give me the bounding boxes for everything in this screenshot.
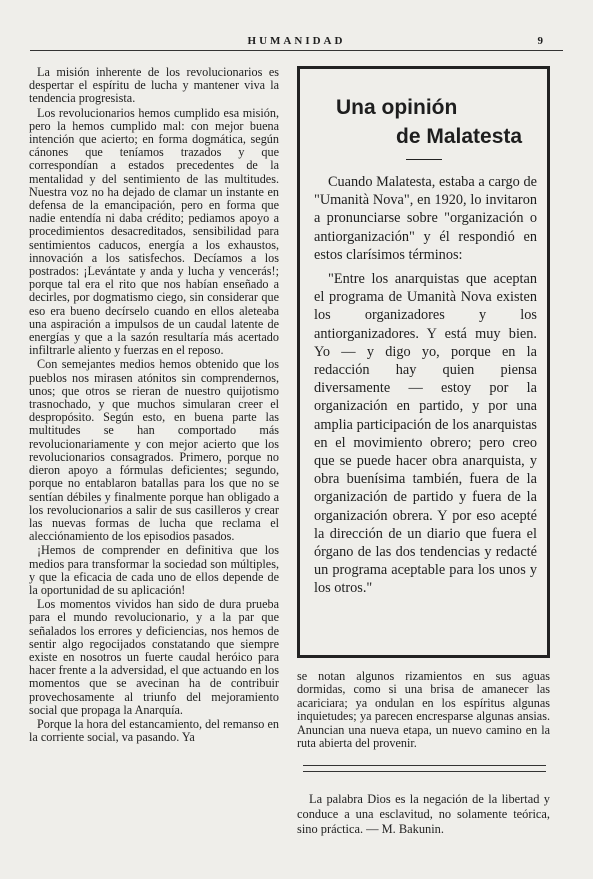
continued-text [297,670,550,750]
paragraph: Los revolucionarios hemos cumplido esa misión, pero la hemos cumplido mal: con mejor buena intención que acierto; en forma dogmática, según cánones que teníamos trazados y que correspondían a estados precedentes de la mentalidad y del sentimiento de las multitudes. Nuestra voz no ha dejado de clamar un instante en defensa de la emancipación, pero en forma que nadie entendía ni daba crédito; pediamos apoyo a procedimientos desacreditados, sensibilidad para sentimientos caducos, energía a los exhaustos, innovación a los satisfechos. Decíamos a los postrados: ¡Levántate y anda y lucha y vencerás!; porque tal era el rito que nos habían enseñado a decirles, por dogmatismo ciego, sin considerar que eso era bueno decírselo cuando en ellos aleteaba una aspiración a impulsos de un caudal latente de energías y que a la sazón resultaría más acertado infiltrarle aliento y fuerzas en el reposo. [29,105,279,358]
section-rule [303,765,546,766]
paragraph: Con semejantes medios hemos obtenido que los pueblos nos mirasen atónitos sin comprendernos, unos; que otros se rieran de nuestro quijotismo trasnochado, y que muchos simularan creer el despropósito. Según esto, en buena parte las multitudes se han comportado más revolucionariamente y con mejor acierto que los revolucionarios consagrados. Primero, porque no dieron apoyo a fórmulas deficientes; segundo, porque no entablaron batallas para los que no se sentían débiles y finalmente porque han obligado a los revolucionarios a salir de sus casilleros y crear las nuevas formas de lucha que reclama el alecciónamiento de los episodios pasados. [29,357,279,544]
bakunin-quote [297,792,550,837]
left-column [29,66,279,745]
header-rule [30,50,563,51]
box-intro: Cuando Malatesta, estaba a cargo de "Umanità Nova", en 1920, lo invitaron a pronunciarse sobre "organización o antiorganización" y él respondió en estos clarísimos términos: [314,174,537,263]
quote-text: La palabra Dios es la negación de la libertad y conduce a una esclavitud, no solamente teórica, sino práctica. — M. Bakunin. [297,792,550,836]
section-rule [303,771,546,772]
paragraph: Los momentos vividos han sido de dura prueba para el mundo revolucionario, y a la par que señalados los errores y deficiencias, nos hemos de sentir algo regocijados constatando que siempre existe en nosotros un fuerte caudal heróico para hacer frente a la adversidad, el que actuando en los momentos que se avecinan ha de contribuir provechosamente al triunfo del mejoramiento social que propaga la Anarquía. [29,597,279,717]
page-number: 9 [537,35,543,47]
box-title-line1: Una opinión [336,96,458,119]
paragraph: La misión inherente de los revolucionarios es despertar el espíritu de lucha y mantener viva la tendencia progresista. [29,65,279,106]
box-quote: "Entre los anarquistas que aceptan el programa de Umanità Nova existen los organizadores y los antiorganizadores. Y está muy bien. Yo — y digo yo, porque en la redacción hay quien piensa diversamente — estoy por la organización en partido, y por una amplia participación de los anarquistas en el movimiento obrero; pero creo que se puede hacer obra anarquista, y obra buenísima también, fuera de la organización de partido y fuera de la organización obrera. Y por eso acepté la dirección de un diario que fuera el órgano de las dos tendencias y redacté un programa aceptable para los unos y los otros." [314,271,537,597]
paragraph: ¡Hemos de comprender en definitiva que los medios para transformar la sociedad son múltiples, y que la eficacia de cada uno de ellos depende de la oportunidad de su aplicación! [29,543,279,597]
box-body [314,173,537,604]
header-title: HUMANIDAD [247,35,346,47]
paragraph: se notan algunos rizamientos en sus aguas dormidas, como si una brisa de amanecer las acariciara; ya ondulan en los espíritus algunas inquietudes; ya parecen encresparse algunas ansias. Anuncian una nueva etapa, un nuevo camino en la ruta abierta del provenir. [297,669,550,751]
paragraph: Porque la hora del estancamiento, del remanso en la corriente social, va pasando. Ya [29,716,279,745]
box-title-line2: de Malatesta [396,125,523,148]
box-title-rule [406,159,442,160]
malatesta-box [297,66,550,658]
